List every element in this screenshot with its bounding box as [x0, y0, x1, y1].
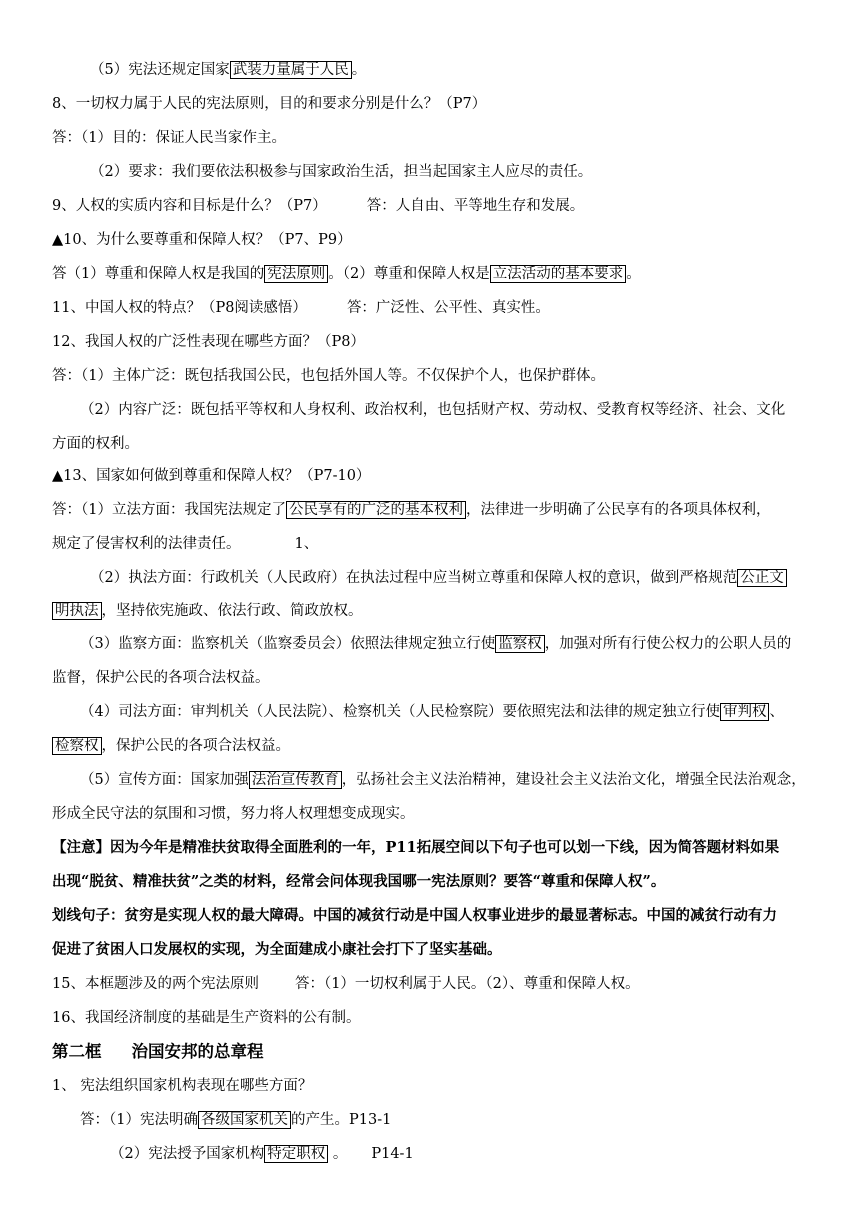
boxed-term: 各级国家机关: [198, 1111, 291, 1129]
question: ▲13、国家如何做到尊重和保障人权？（P7-10）: [52, 468, 371, 484]
answer: （2）执法方面：行政机关（人民政府）在执法过程中应当树立尊重和保障人权的意识，做到严格规范 公正文: [90, 568, 787, 588]
answer: （3）监察方面：监察机关（监察委员会）依照法律规定独立行使 监察权 ，加强对所有行使公权力的公职人员的: [80, 636, 792, 652]
answer: 答（1）尊重和保障人权是我国的 宪法原则 。（2）尊重和保障人权是 立法活动的基本要求 。: [52, 266, 641, 282]
question: 8、一切权力属于人民的宪法原则，目的和要求分别是什么？（P7）: [52, 96, 487, 112]
answer: 监督，保护公民的各项合法权益。: [52, 670, 270, 686]
answer: 答：（1）目的：保证人民当家作主。: [52, 130, 286, 146]
boxed-term: 公民享有的广泛的基本权利: [286, 501, 466, 519]
answer: （5）宣传方面：国家加强 法治宣传教育 ，弘扬社会主义法治精神，建设社会主义法治文化，增强全民法治观念，: [80, 772, 806, 788]
question: 9、人权的实质内容和目标是什么？（P7） 答：人自由、平等地生存和发展。: [52, 198, 585, 214]
answer: （4）司法方面：审判机关（人民法院）、检察机关（人民检察院）要依照宪法和法律的规定独立行使 审判权 、: [80, 704, 784, 720]
boxed-term: 宪法原则: [264, 265, 328, 283]
answer: 检察权 ，保护公民的各项合法权益。: [52, 736, 290, 756]
answer: （2）内容广泛：既包括平等权和人身权利、政治权利，也包括财产权、劳动权、受教育权等经济、社会、文化: [80, 402, 786, 418]
question: 1、 宪法组织国家机构表现在哪些方面？: [52, 1078, 313, 1094]
boxed-term: 明执法: [52, 602, 102, 620]
question: ▲10、为什么要尊重和保障人权？（P7、P9）: [52, 232, 352, 248]
question: 12、我国人权的广泛性表现在哪些方面？（P8）: [52, 334, 365, 350]
answer: 形成全民守法的氛围和习惯，努力将人权理想变成现实。: [52, 806, 415, 822]
answer: 16、我国经济制度的基础是生产资料的公有制。: [52, 1010, 361, 1026]
question: 15、本框题涉及的两个宪法原则 答：（1）一切权利属于人民。（2）、尊重和保障人权。: [52, 976, 640, 992]
answer: 方面的权利。: [52, 436, 139, 452]
boxed-term: 监察权: [495, 635, 545, 653]
boxed-term: 检察权: [52, 737, 102, 755]
answer: 规定了侵害权利的法律责任。 1、: [52, 536, 319, 552]
boxed-term: 武装力量属于人民: [230, 61, 352, 79]
answer: 答：（1）主体广泛：既包括我国公民，也包括外国人等。不仅保护个人，也保护群体。: [52, 368, 605, 384]
answer: 答：（1）宪法明确 各级国家机关 的产生。P13-1: [80, 1112, 392, 1128]
boxed-term: 法治宣传教育: [249, 771, 342, 789]
boxed-term: 审判权: [720, 703, 770, 721]
text-line: （5）宪法还规定国家 武装力量属于人民 。: [90, 62, 367, 78]
note: 【注意】因为今年是精准扶贫取得全面胜利的一年，P11拓展空间以下句子也可以划一下线，因为简答题材料如果: [52, 839, 780, 856]
boxed-term: 公正文: [737, 569, 787, 587]
note: 促进了贫困人口发展权的实现，为全面建成小康社会打下了坚实基础。: [52, 941, 502, 958]
boxed-term: 特定职权: [264, 1145, 328, 1163]
section-heading: 第二框 治国安邦的总章程: [52, 1042, 264, 1061]
boxed-term: 立法活动的基本要求: [490, 265, 627, 283]
note: 划线句子：贫穷是实现人权的最大障碍。中国的减贫行动是中国人权事业进步的最显著标志。中国的减贫行动有力: [52, 907, 777, 924]
note: 出现“脱贫、精准扶贫”之类的材料，经常会问体现我国哪一宪法原则？要答“尊重和保障人权”。: [52, 873, 666, 890]
question: 11、中国人权的特点？（P8阅读感悟） 答：广泛性、公平性、真实性。: [52, 300, 550, 316]
answer: （2）要求：我们要依法积极参与国家政治生活，担当起国家主人应尽的责任。: [90, 164, 593, 180]
answer: （2）宪法授予国家机构 特定职权 。 P14-1: [110, 1146, 414, 1162]
answer: 答：（1）立法方面：我国宪法规定了 公民享有的广泛的基本权利 ，法律进一步明确了公民享有的各项具体权利，: [52, 502, 771, 518]
answer: 明执法 ，坚持依宪施政、依法行政、简政放权。: [52, 601, 363, 621]
